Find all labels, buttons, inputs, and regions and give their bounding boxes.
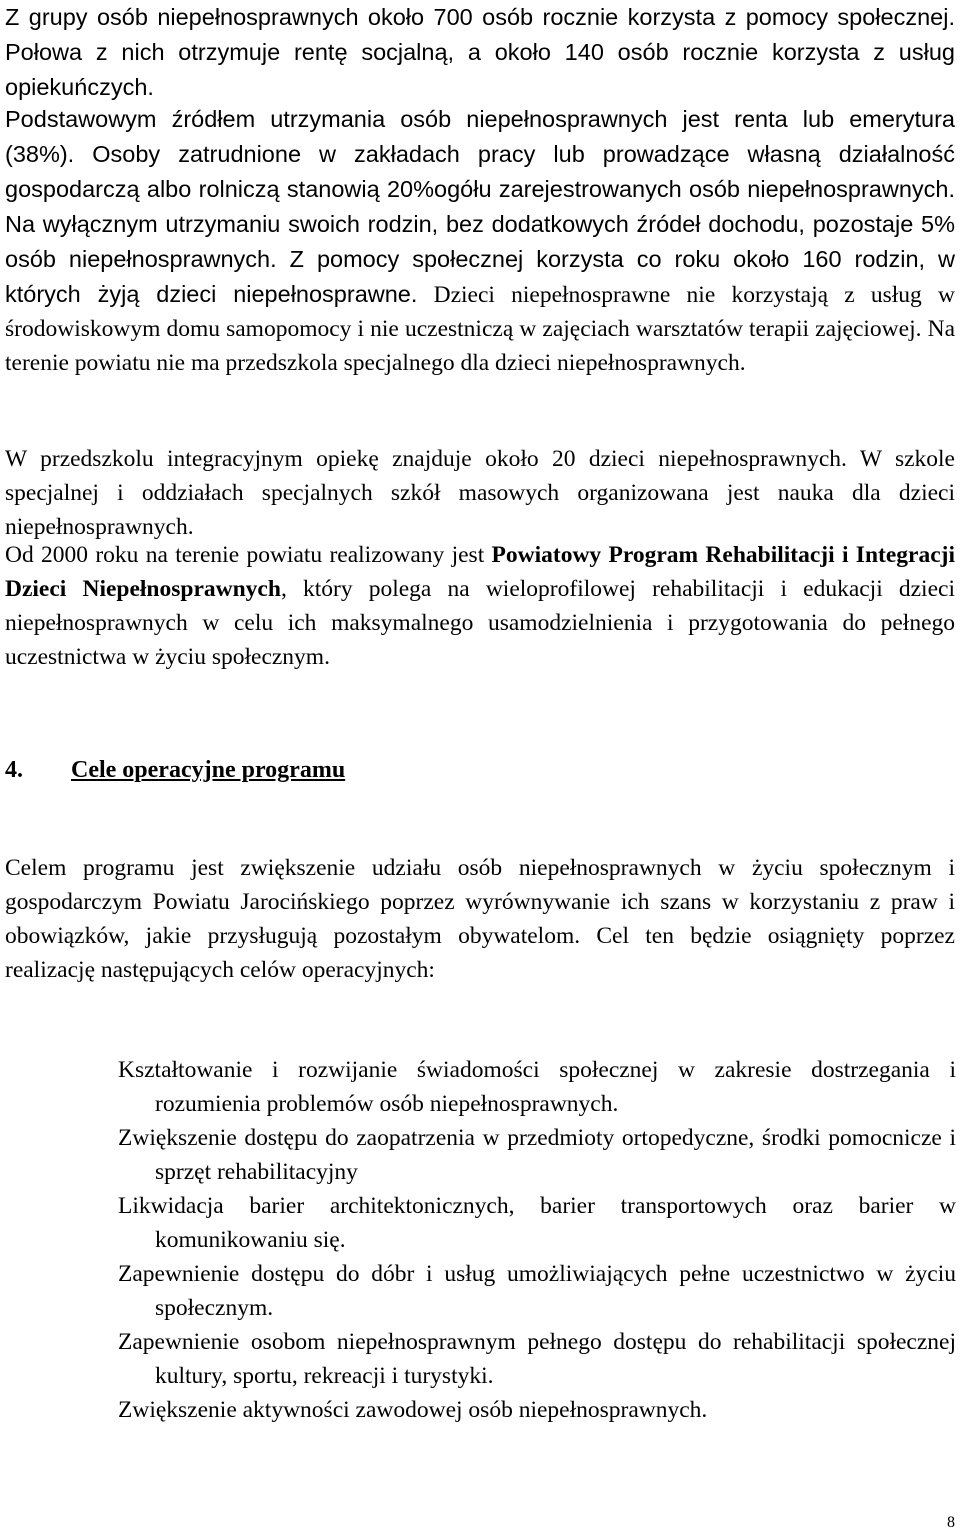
text-run: Od 2000 roku na terenie powiatu realizowany jest [5, 542, 492, 568]
text-run: , który polega na wieloprofilowej rehabilitacji i edukacji dzieci niepełnosprawnych w celu ich maksymalnego usamodzielnienia i przygotowania do pełnego uczestnictwa w życiu społecznym. [5, 576, 955, 670]
paragraph-intro [5, 851, 955, 987]
goals-list [118, 1053, 956, 1427]
text-run: Celem programu jest zwiększenie udziału osób niepełnosprawnych w życiu społecznym i gospodarczym Powiatu Jarocińskiego poprzez wyrównywanie ich szans w korzystaniu z praw i obowiązków, jakie przysługują pozostałym obywatelom. Cel ten będzie osiągnięty poprzez realizację następujących celów operacyjnych: [5, 855, 955, 983]
section-number: 4. [5, 757, 23, 783]
paragraph-program [5, 538, 955, 674]
paragraph-education [5, 442, 955, 544]
page-number: 8 [947, 1514, 955, 1531]
program-name: Powiatowy Program Rehabilitacji i Integracji Dzieci Niepełnosprawnych [5, 542, 955, 602]
text-run: W przedszkolu integracyjnym opiekę znajduje około 20 dzieci niepełnosprawnych. W szkole specjalnej i oddziałach specjalnych szkół masowych organizowana jest nauka dla dzieci niepełnosprawnych. [5, 446, 955, 540]
goal-item: Zapewnienie dostępu do dóbr i usług umożliwiających pełne uczestnictwo w życiu społecznym. [118, 1261, 956, 1321]
section-heading [5, 753, 345, 787]
paragraph-income-sources [5, 102, 955, 380]
goal-item: Zapewnienie osobom niepełnosprawnym pełnego dostępu do rehabilitacji społecznej kultury, sportu, rekreacji i turystyki. [118, 1329, 956, 1389]
text-run: Osoby zatrudnione w zakładach pracy lub prowadzące własną działalność gospodarczą albo rolniczą stanowią 20%ogółu zarejestrowanych osób niepełnosprawnych. Na wyłącznym utrzymaniu swoich rodzin, bez dodatkowych źródeł dochodu, pozostaje 5% osób niepełnosprawnych. Z pomocy społecznej korzysta co roku około 160 rodzin, w których żyją dzieci niepełnosprawne. [5, 141, 955, 307]
text-run: Z grupy osób niepełnosprawnych około 700 osób rocznie korzysta z pomocy społecznej. Połowa z nich otrzymuje rentę socjalną, a około 140 osób rocznie korzysta z usług opiekuńczych. [5, 4, 955, 100]
text-run: Dzieci niepełnosprawne nie korzystają z usług w środowiskowym domu samopomocy i nie uczestniczą w zajęciach warsztatów terapii zajęciowej. [5, 282, 955, 342]
paragraph-social-assistance [5, 0, 955, 105]
goal-item: Likwidacja barier architektonicznych, barier transportowych oraz barier w komunikowaniu się. [118, 1193, 956, 1253]
text-run: Podstawowym źródłem utrzymania osób niepełnosprawnych jest renta lub emerytura (38%). [5, 106, 955, 167]
goal-item: Zwiększenie dostępu do zaopatrzenia w przedmioty ortopedyczne, środki pomocnicze i sprzęt rehabilitacyjny [118, 1125, 956, 1185]
goal-item: Kształtowanie i rozwijanie świadomości społecznej w zakresie dostrzegania i rozumienia problemów osób niepełnosprawnych. [118, 1057, 956, 1117]
goal-item: Zwiększenie aktywności zawodowej osób niepełnosprawnych. [118, 1397, 708, 1423]
text-run: Na terenie powiatu nie ma przedszkola specjalnego dla dzieci niepełnosprawnych. [5, 316, 956, 376]
section-title: Cele operacyjne programu [71, 757, 346, 783]
